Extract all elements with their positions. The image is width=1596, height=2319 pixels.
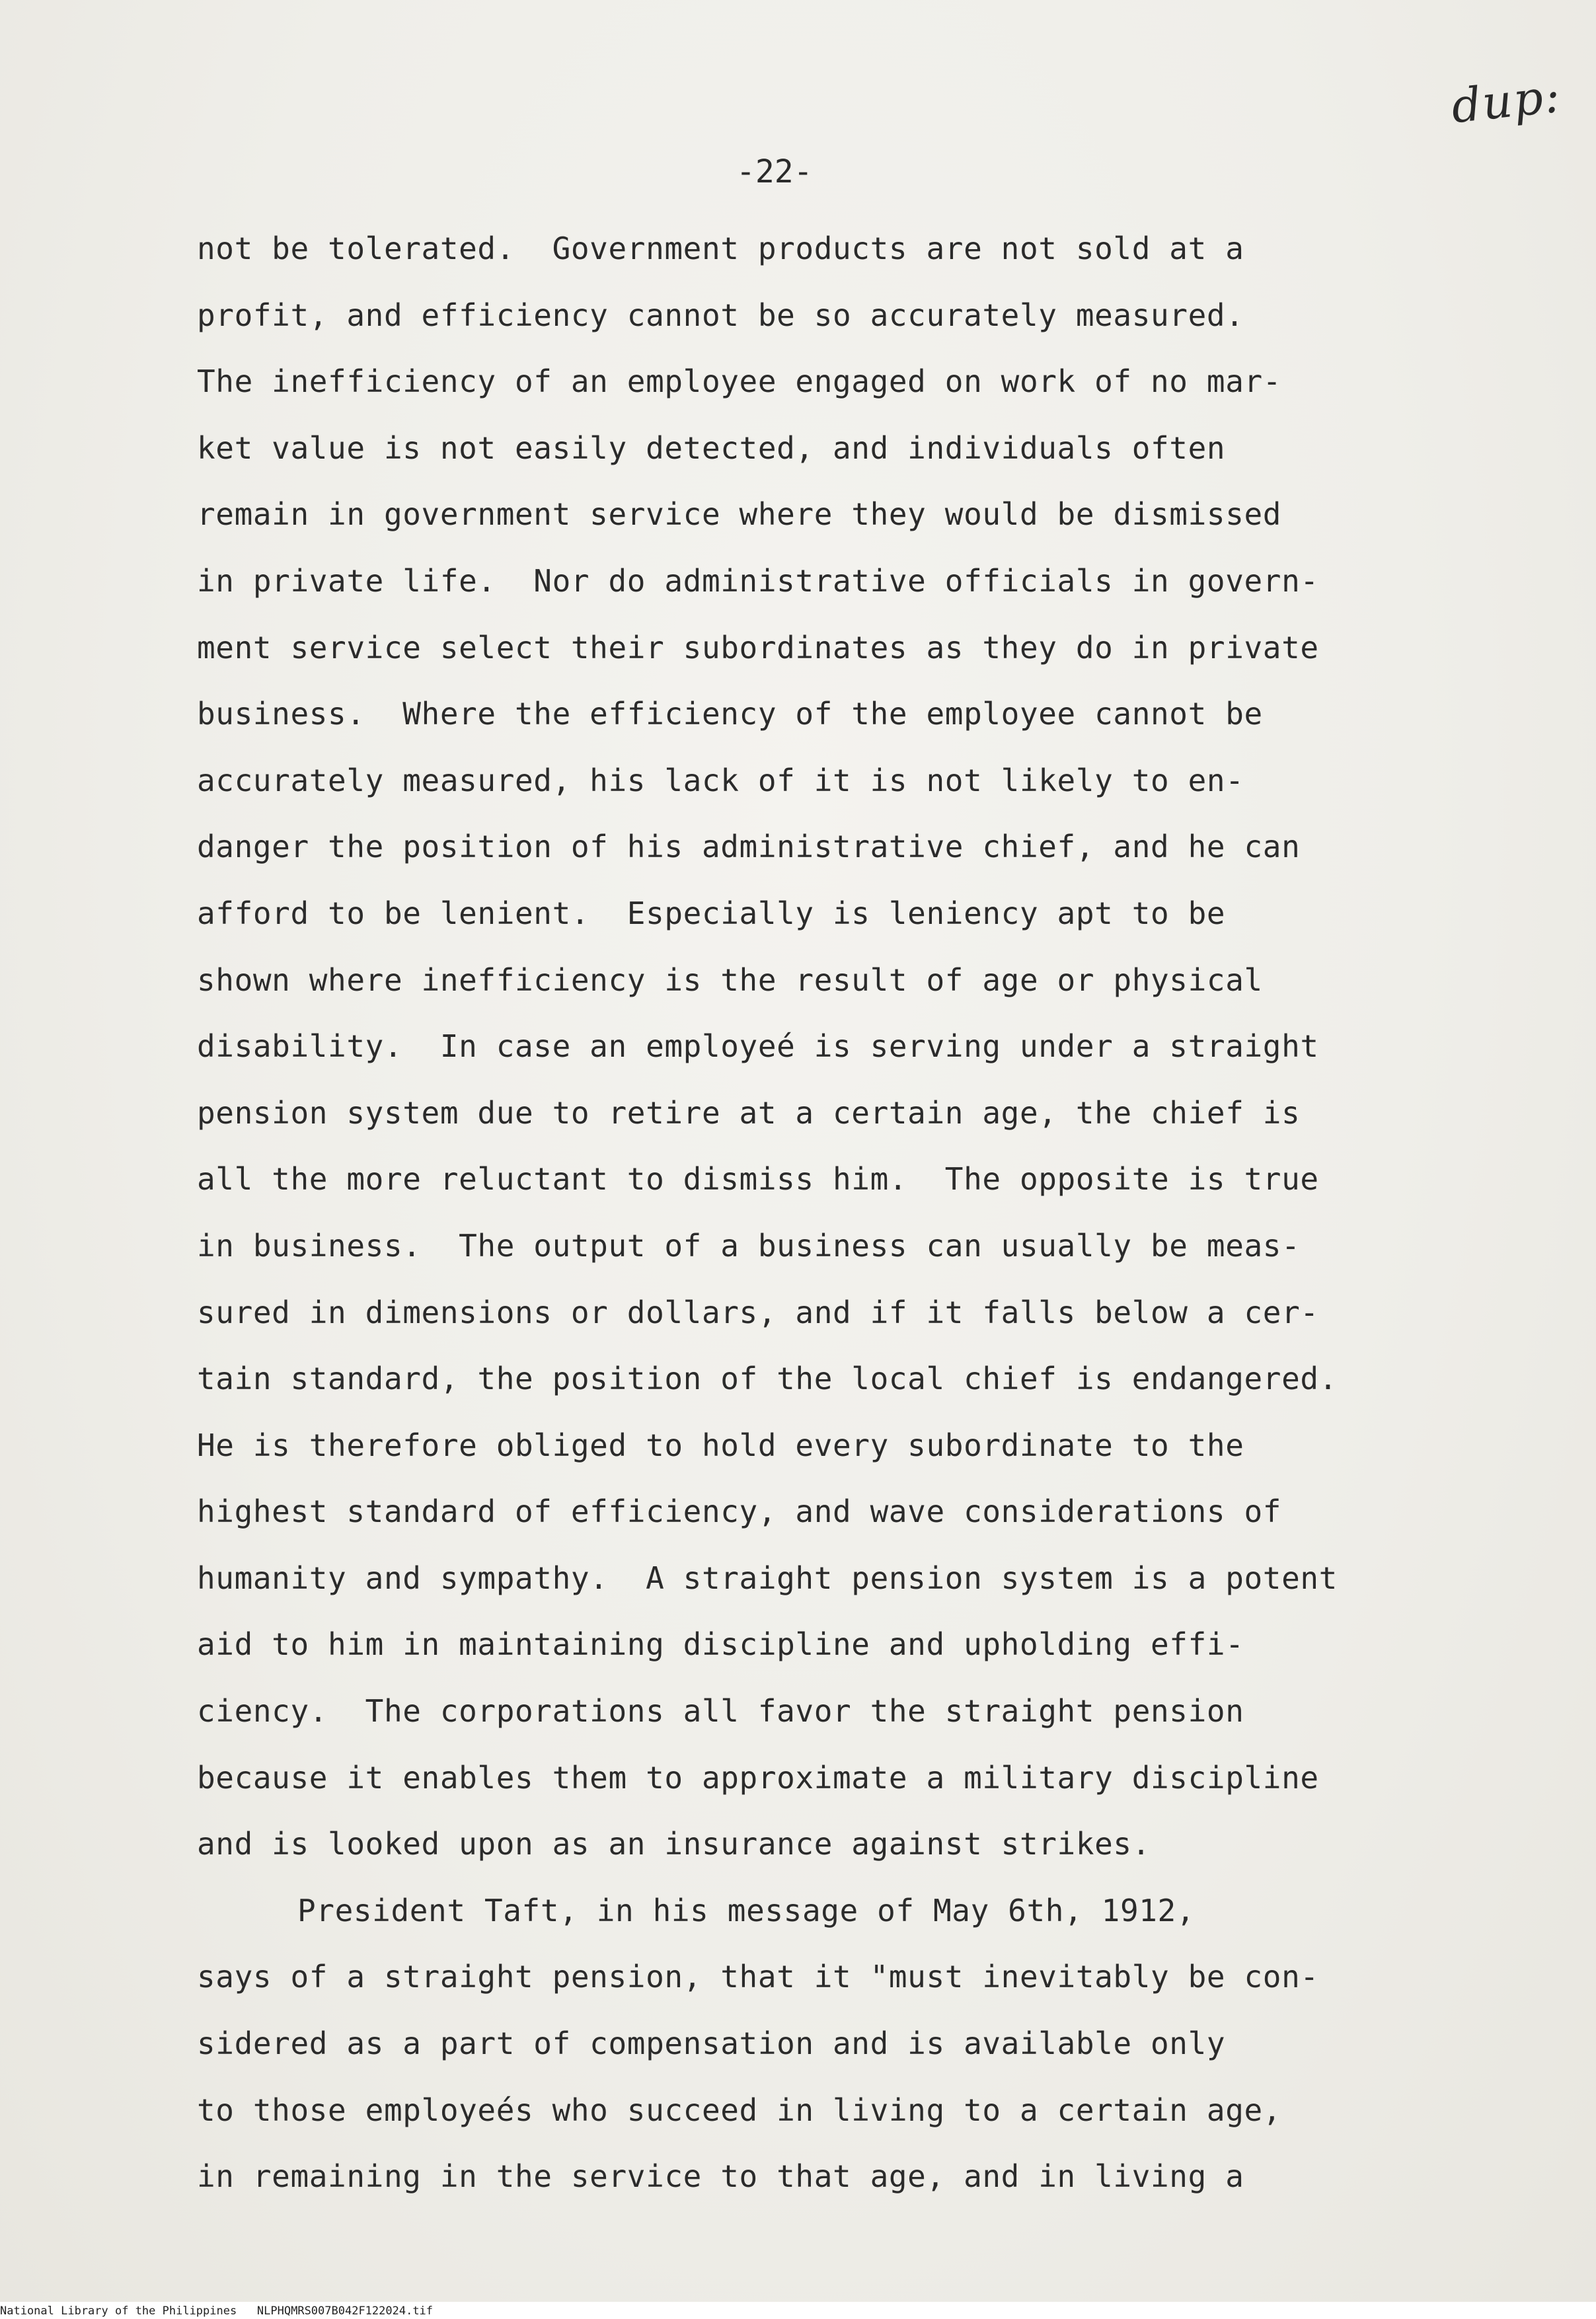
text-line: tain standard, the position of the local chief is endangered. — [197, 1361, 1338, 1397]
text-line: says of a straight pension, that it "must inevitably be con- — [197, 1959, 1319, 1995]
text-line: in private life. Nor do administrative officials in govern- — [197, 562, 1319, 599]
text-line: highest standard of efficiency, and wave considerations of — [197, 1494, 1282, 1530]
text-line: and is looked upon as an insurance against strikes. — [197, 1826, 1151, 1862]
text-line: ment service select their subordinates as they do in private — [197, 629, 1319, 665]
handwritten-annotation: dup: — [1449, 68, 1564, 134]
text-line: aid to him in maintaining discipline and upholding effi- — [197, 1626, 1244, 1663]
text-line: in business. The output of a business can usually be meas- — [197, 1227, 1301, 1264]
text-line: afford to be lenient. Especially is leniency apt to be — [197, 895, 1226, 931]
text-line: disability. In case an employeé is serving under a straight — [197, 1028, 1319, 1065]
scan-footer-strip — [0, 2302, 1596, 2319]
text-line: shown where inefficiency is the result of age or physical — [197, 962, 1263, 998]
scan-footer-label: National Library of the Philippines NLPHQMRS007B042F122024.tif — [0, 2304, 434, 2318]
text-line: because it enables them to approximate a military discipline — [197, 1759, 1319, 1796]
text-line: The inefficiency of an employee engaged on work of no mar- — [197, 363, 1282, 400]
text-line: sured in dimensions or dollars, and if it falls below a cer- — [197, 1294, 1319, 1330]
paragraph-start-line: President Taft, in his message of May 6th, 1912, — [297, 1892, 1196, 1928]
typed-body-text — [197, 215, 1519, 2210]
text-line: pension system due to retire at a certain age, the chief is — [197, 1094, 1301, 1131]
text-line: ciency. The corporations all favor the straight pension — [197, 1693, 1244, 1730]
text-line: sidered as a part of compensation and is available only — [197, 2026, 1226, 2062]
text-line: danger the position of his administrative chief, and he can — [197, 829, 1301, 865]
text-line: accurately measured, his lack of it is not likely to en- — [197, 762, 1244, 798]
text-line: not be tolerated. Government products are not sold at a — [197, 231, 1244, 266]
text-line: to those employeés who succeed in living to a certain age, — [197, 2092, 1282, 2128]
text-line: He is therefore obliged to hold every subordinate to the — [197, 1427, 1244, 1463]
text-line: ket value is not easily detected, and individuals often — [197, 430, 1226, 466]
text-line: humanity and sympathy. A straight pension system is a potent — [197, 1560, 1338, 1596]
text-line: business. Where the efficiency of the employee cannot be — [197, 696, 1263, 732]
text-line: all the more reluctant to dismiss him. The opposite is true — [197, 1161, 1319, 1198]
text-line: profit, and efficiency cannot be so accurately measured. — [197, 297, 1244, 333]
text-line: in remaining in the service to that age, and in living a — [197, 2158, 1244, 2195]
page-number: -22- — [736, 153, 813, 190]
text-line: remain in government service where they would be dismissed — [197, 496, 1282, 533]
